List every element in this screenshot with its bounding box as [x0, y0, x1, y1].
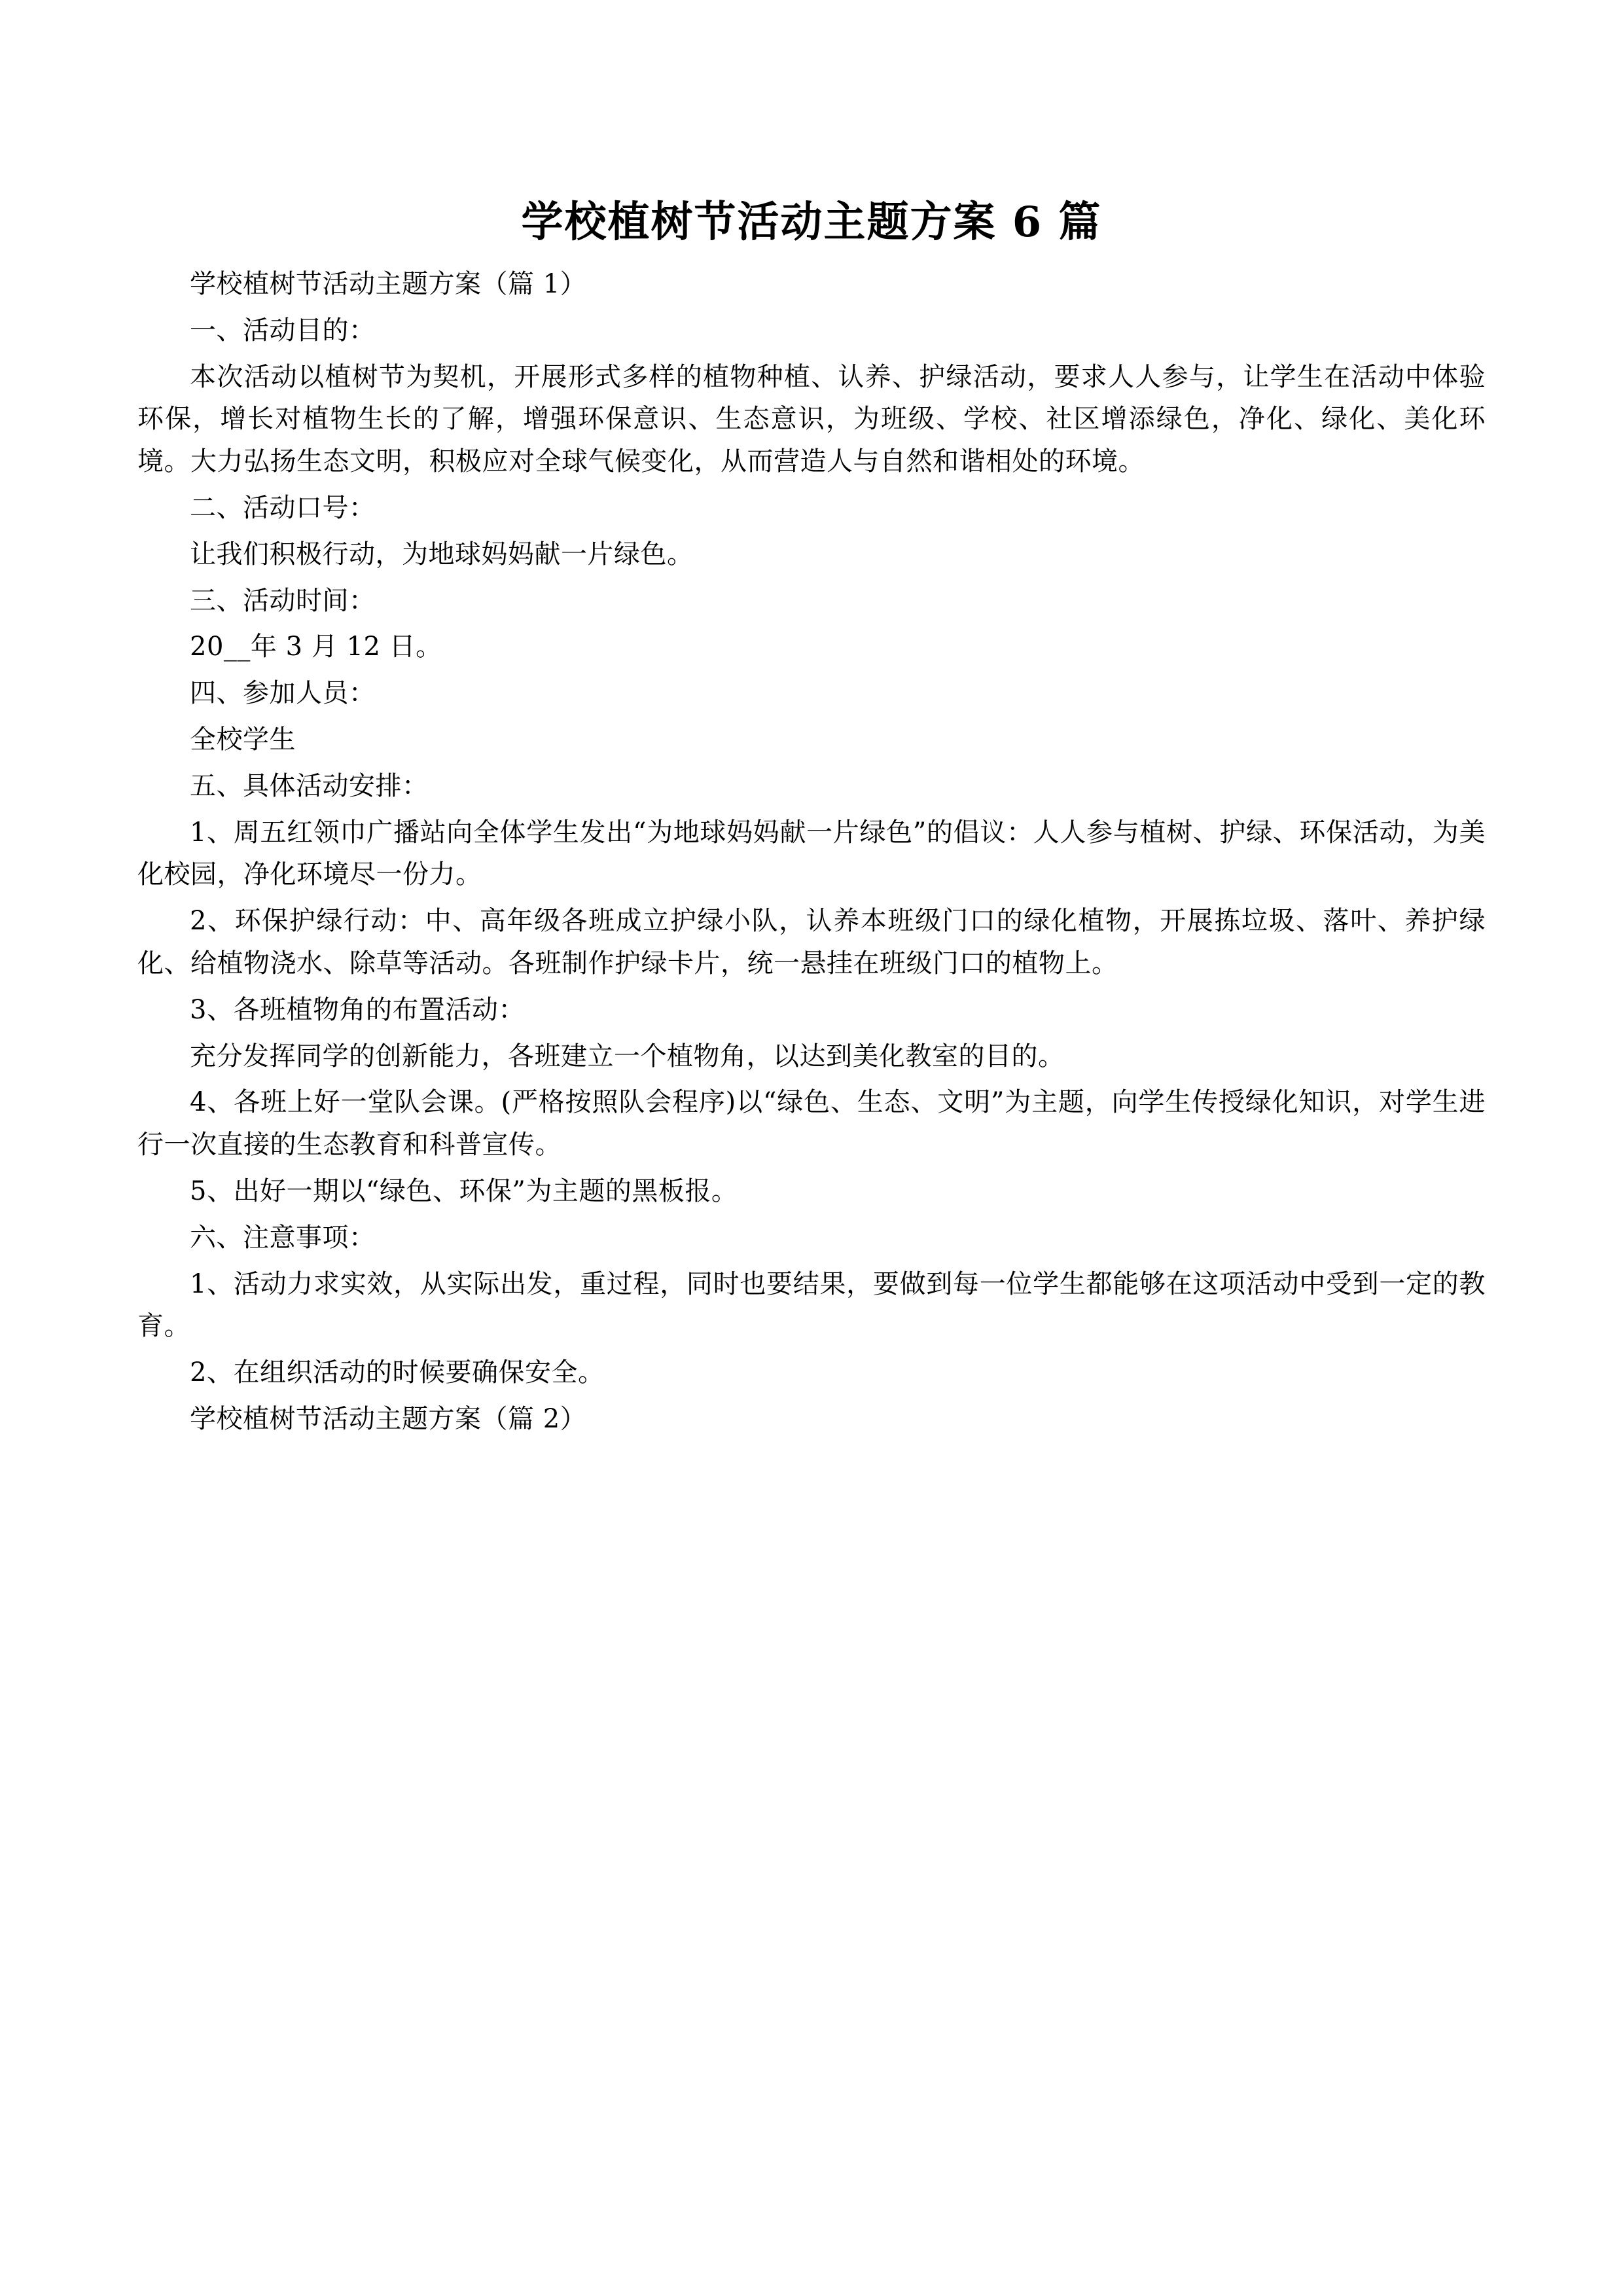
item-4: 4、各班上好一堂队会课。(严格按照队会程序)以“绿色、生态、文明”为主题，向学生传授绿化知识，对学生进行一次直接的生态教育和科普宣传。 [137, 1087, 1486, 1160]
heading-one-purpose: 一、活动目的： [190, 315, 376, 346]
para-time-body: 20__年 3 月 12 日。 [190, 632, 442, 662]
para-purpose-body: 本次活动以植树节为契机，开展形式多样的植物种植、认养、护绿活动，要求人人参与，让学生在活动中体验环保，增长对植物生长的了解，增强环保意识、生态意识，为班级、学校、社区增添绿色，净化、绿化、美化环境。大力弘扬生态文明，积极应对全球气候变化，从而营造人与自然和谐相处的环境。 [137, 361, 1486, 477]
note-1: 1、活动力求实效，从实际出发，重过程，同时也要结果，要做到每一位学生都能够在这项活动中受到一定的教育。 [137, 1268, 1486, 1342]
item-1: 1、周五红领巾广播站向全体学生发出“为地球妈妈献一片绿色”的倡议：人人参与植树、护绿、环保活动，为美化校园，净化环境尽一份力。 [137, 817, 1486, 890]
section-heading-plan-1: 学校植树节活动主题方案（篇 1） [190, 269, 587, 299]
para-people-body: 全校学生 [190, 724, 296, 755]
heading-four-people: 四、参加人员： [190, 678, 376, 709]
document-body [137, 263, 1486, 1441]
item-3: 3、各班植物角的布置活动： [190, 994, 525, 1025]
para-slogan-body: 让我们积极行动，为地球妈妈献一片绿色。 [190, 539, 694, 569]
item-3-body: 充分发挥同学的创新能力，各班建立一个植物角，以达到美化教室的目的。 [190, 1041, 1065, 1071]
section-heading-plan-2: 学校植树节活动主题方案（篇 2） [190, 1403, 587, 1434]
note-2: 2、在组织活动的时候要确保安全。 [190, 1357, 605, 1388]
heading-three-time: 三、活动时间： [190, 585, 376, 616]
heading-two-slogan: 二、活动口号： [190, 492, 376, 523]
heading-six-notes: 六、注意事项： [190, 1222, 376, 1253]
heading-five-schedule: 五、具体活动安排： [190, 770, 429, 801]
item-5: 5、出好一期以“绿色、环保”为主题的黑板报。 [190, 1175, 738, 1206]
item-2: 2、环保护绿行动：中、高年级各班成立护绿小队，认养本班级门口的绿化植物，开展拣垃圾、落叶、养护绿化、给植物浇水、除草等活动。各班制作护绿卡片，统一悬挂在班级门口的植物上。 [137, 906, 1486, 978]
page-title: 学校植树节活动主题方案 6 篇 [521, 198, 1102, 247]
